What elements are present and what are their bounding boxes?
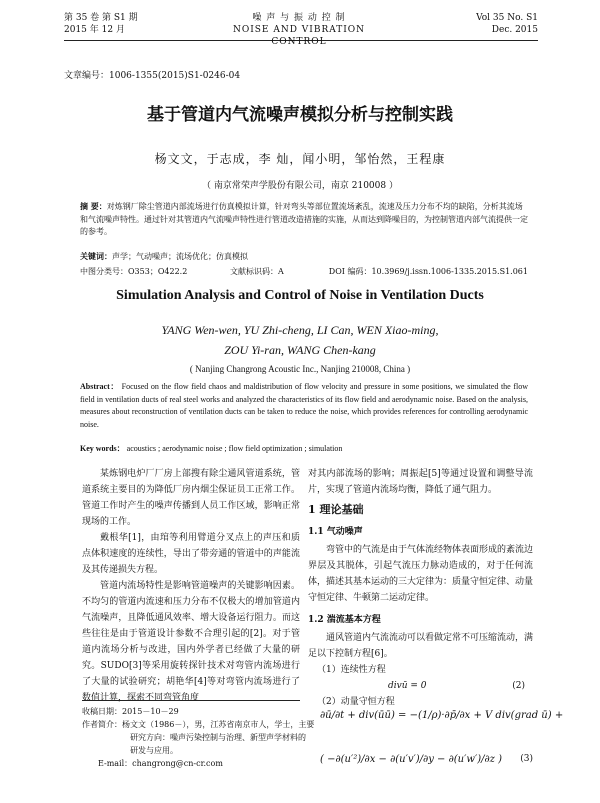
authors-en xyxy=(0,320,600,360)
journal-en: NOISE AND VIBRATION CONTROL xyxy=(232,25,366,47)
header-right xyxy=(476,12,538,36)
body-left-column xyxy=(82,466,300,706)
equation-2 xyxy=(308,678,533,694)
equation-label: （1）连续性方程 xyxy=(317,665,386,675)
authors-cn: 杨文文，于志成，李 灿，闻小明，邹怡然，王程康 xyxy=(154,152,446,166)
date-en: Dec. 2015 xyxy=(491,25,538,35)
keywords-cn xyxy=(80,251,528,262)
keywords-en-label: Key words： xyxy=(80,444,125,453)
body-paragraph: 某炼钢电炉厂厂房上部搜有除尘通风管道系统，管道系统主要目的为降低厂房内烟尘保证员工正常工作。管道工作时产生的噪声传播到人员工作区域，影响正常现场的工作。 xyxy=(82,469,300,527)
authors-en-line2: ZOU Yi-ran, WANG Chen-kang xyxy=(224,343,376,357)
affiliation-en: ( Nanjing Changrong Acoustic Inc., Nanjing 210008, China ) xyxy=(189,364,411,374)
subsection-heading: 1.1 气动噪声 xyxy=(308,527,363,537)
equation-label: （2）动量守恒方程 xyxy=(317,697,395,707)
title-en: Simulation Analysis and Control of Noise in Ventilation Ducts xyxy=(116,288,484,303)
section-heading: 1 理论基础 xyxy=(308,503,364,516)
abstract-en-text: Focused on the flow field chaos and maldistribution of flow velocity and pressure in some positions, we simulated the flow field in ventilation ducts of real steel works and analyzed the characteristics of its flow field and aerodynamic noise. Based on the analysis, measures about reconstruction of ventilation ducts can be taken to reduce the noise, which provides references for controlling aerodynamic noise. xyxy=(80,382,529,429)
equation-3 xyxy=(320,706,564,792)
volume-en: Vol 35 No. S1 xyxy=(476,13,538,23)
date-cn: 2015 年 12 月 xyxy=(64,25,125,35)
abstract-en xyxy=(80,381,528,431)
keywords-en xyxy=(80,443,528,454)
body-paragraph: 通风管道内气流流动可以看做定常不可压缩流动，满足以下控制方程[6]。 xyxy=(308,633,534,659)
doi: DOI 编码：10.3969/j.issn.1006-1335.2015.S1.061 xyxy=(328,267,528,276)
keywords-cn-text: 声学；气动噪声；流场优化；仿真模拟 xyxy=(112,252,248,261)
header-left xyxy=(64,12,138,36)
title-cn: 基于管道内气流噪声模拟分析与控制实践 xyxy=(147,105,453,125)
equation-2-number: (2) xyxy=(512,681,525,691)
author-bio-line: 研发与应用。 xyxy=(130,746,178,755)
affiliation-cn: （ 南京常荣声学股份有限公司，南京 210008 ） xyxy=(202,181,398,191)
author-bio-line: 研究方向：噪声污染控制与治理、新型声学材料的 xyxy=(130,733,306,742)
article-number: 文章编号：1006-1355(2015)S1-0246-04 xyxy=(64,71,241,81)
body-paragraph: 戴根华[1]，由琯等利用臂道分叉点上的声压和质点体积速度的连续性，导出了带旁通的管道中的声能流及其传递损失方程。 xyxy=(82,533,300,575)
journal-cn: 噪 声 与 振 动 控 制 xyxy=(252,13,346,23)
equation-3-line1: ∂ū/∂t + div(ūū) = −(1/ρ)·∂p̄/∂x + V div(grad ū) + xyxy=(320,710,564,721)
footnote xyxy=(82,700,315,770)
authors-en-line1: YANG Wen-wen, YU Zhi-cheng, LI Can, WEN Xiao-ming, xyxy=(161,323,439,337)
abstract-cn-text: 对炼钢厂除尘管道内部流场进行仿真模拟计算，针对弯头等部位置流场紊乱，流速及压力分布不均的缺陷，分析其流场和气流噪声特性。通过针对其管道内气流噪声特性进行管道改造措施的实施，从而达到降噪目的，为控制管道内部气流提供一定的参考。 xyxy=(80,202,528,236)
author-email: E-mail：changrong@cn-cr.com xyxy=(98,759,223,768)
page-header xyxy=(64,10,538,47)
subsection-heading: 1.2 湍流基本方程 xyxy=(308,615,381,625)
equation-2-body: divū = 0 xyxy=(388,681,427,691)
received-date: 收稿日期：2015－10－29 xyxy=(82,707,179,716)
equation-3-number: (3) xyxy=(520,754,533,764)
abstract-en-label: Abstract： xyxy=(80,382,120,391)
abstract-cn-label: 摘 要： xyxy=(80,201,107,211)
keywords-en-text: acoustics ; aerodynamic noise ; flow field optimization ; simulation xyxy=(126,444,343,453)
keywords-cn-label: 关键词： xyxy=(80,251,112,261)
abstract-cn xyxy=(80,200,528,239)
body-paragraph: 弯管中的气流是由于气体流经物体表面形成的紊流边界层及其脱体，引起气流压力脉动造成的，对于任何流体，描述其基本运动的三大定律为：质量守恒定律、动量守恒定律、牛顿第二运动定律。 xyxy=(308,545,534,603)
volume-cn: 第 35 卷 第 S1 期 xyxy=(64,13,138,23)
body-paragraph: 对其内部流场的影响；周振起[5]等通过设置和调整导流片，实现了管道内流场均衡，降低了通气阻力。 xyxy=(308,469,533,495)
body-paragraph: 管道内流场特性是影响管道噪声的关键影响因素。不均匀的管道内流速和压力分布不仅极大的增加管道内气流噪声，且降低通风效率、增大设备运行阻力。而这些往往是由于管道设计参数不合理引起的[2]。对于管道内流场分析与改进，国内外学者已经做了大量的研究。SUDO[3]等采用旋转探针技术对弯管内流场进行了大量的试验研究；胡艳华[4]等对弯管内流场进行了数值计算，探索不同弯管角度 xyxy=(82,581,300,703)
header-center xyxy=(214,12,384,48)
doc-code: 文献标识码：A xyxy=(230,267,284,276)
body-right-column xyxy=(308,466,533,710)
author-bio-line: 作者简介：杨文文（1986－），男，江苏省南京市人，学士，主要 xyxy=(82,720,315,729)
equation-3-line2: ( −∂(u′²)/∂x − ∂(u′v′)/∂y − ∂(u′w′)/∂z ) xyxy=(320,754,503,765)
clc-number: 中图分类号：O353；O422.2 xyxy=(80,267,188,276)
